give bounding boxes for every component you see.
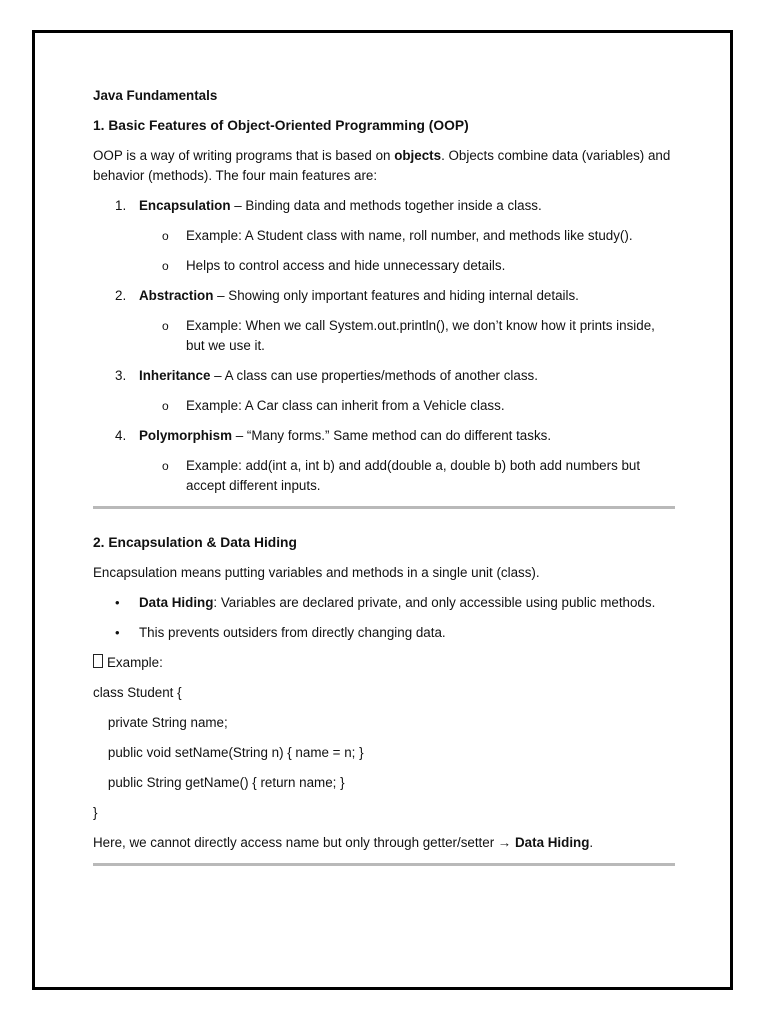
document-body — [93, 86, 675, 890]
feature-number: 2. — [115, 288, 127, 303]
feature-polymorphism — [93, 426, 675, 496]
code-line: private String name; — [93, 715, 228, 730]
sub-marker: o — [162, 319, 169, 333]
code-line: } — [93, 805, 98, 820]
sub-item-text: Example: When we call System.out.println(), we don’t know how it prints inside, but we use it. — [186, 318, 655, 353]
example-label: Example: — [107, 655, 163, 670]
code-line: public String getName() { return name; } — [93, 775, 345, 790]
bullet-text: : Variables are declared private, and only accessible using public methods. — [213, 595, 656, 610]
code-line: public void setName(String n) { name = n; } — [93, 745, 364, 760]
feature-description: – Showing only important features and hiding internal details. — [213, 288, 579, 303]
intro-text-start: OOP is a way of writing programs that is based on — [93, 148, 395, 163]
feature-sub-list — [139, 226, 675, 276]
feature-sub-list — [139, 396, 675, 416]
bullet-marker: • — [115, 625, 120, 640]
sub-list-item — [139, 396, 675, 416]
horizontal-divider — [93, 506, 675, 509]
feature-description: – “Many forms.” Same method can do different tasks. — [232, 428, 552, 443]
bullet-marker: • — [115, 595, 120, 610]
feature-term: Abstraction — [139, 288, 214, 303]
sub-marker: o — [162, 229, 169, 243]
feature-description: – Binding data and methods together inside a class. — [230, 198, 542, 213]
feature-inheritance — [93, 366, 675, 416]
feature-description: – A class can use properties/methods of another class. — [210, 368, 538, 383]
closing-period: . — [589, 835, 594, 850]
code-line: class Student { — [93, 685, 182, 700]
section-1-heading: 1. Basic Features of Object-Oriented Programming (OOP) — [93, 118, 469, 133]
sub-marker: o — [162, 399, 169, 413]
feature-sub-list — [139, 316, 675, 356]
data-hiding-bullets — [93, 593, 675, 643]
closing-bold-term: Data Hiding — [515, 835, 590, 850]
document-title: Java Fundamentals — [93, 88, 218, 103]
sub-list-item — [139, 226, 675, 246]
feature-term: Encapsulation — [139, 198, 231, 213]
sub-list-item — [139, 316, 675, 356]
feature-term: Inheritance — [139, 368, 211, 383]
bullet-text: This prevents outsiders from directly changing data. — [139, 625, 446, 640]
sub-marker: o — [162, 459, 169, 473]
closing-sentence — [93, 833, 675, 853]
bullet-item — [93, 623, 675, 643]
intro-bold-term: objects — [394, 148, 442, 163]
feature-number: 4. — [115, 428, 127, 443]
feature-encapsulation — [93, 196, 675, 276]
oop-features-list — [93, 196, 675, 496]
sub-item-text: Example: add(int a, int b) and add(double a, double b) both add numbers but accept different inputs. — [186, 458, 641, 493]
bullet-item — [93, 593, 675, 613]
missing-glyph-icon — [93, 654, 103, 668]
feature-number: 3. — [115, 368, 127, 383]
example-label-line — [93, 653, 675, 673]
sub-item-text: Example: A Student class with name, roll number, and methods like study(). — [186, 228, 633, 243]
sub-list-item — [139, 256, 675, 276]
sub-item-text: Example: A Car class can inherit from a Vehicle class. — [186, 398, 505, 413]
horizontal-divider — [93, 863, 675, 866]
closing-text: Here, we cannot directly access name but only through getter/setter → — [93, 835, 516, 850]
feature-term: Polymorphism — [139, 428, 233, 443]
feature-sub-list — [139, 456, 675, 496]
feature-abstraction — [93, 286, 675, 356]
section-2-heading: 2. Encapsulation & Data Hiding — [93, 535, 297, 550]
section-1-intro — [93, 146, 675, 186]
intro-text-end: . Objects combine data (variables) and behavior (methods). The four main features are: — [93, 148, 671, 183]
bullet-term: Data Hiding — [139, 595, 214, 610]
sub-list-item — [139, 456, 675, 496]
section-2-intro: Encapsulation means putting variables and methods in a single unit (class). — [93, 565, 540, 580]
sub-item-text: Helps to control access and hide unnecessary details. — [186, 258, 506, 273]
feature-number: 1. — [115, 198, 127, 213]
sub-marker: o — [162, 259, 169, 273]
